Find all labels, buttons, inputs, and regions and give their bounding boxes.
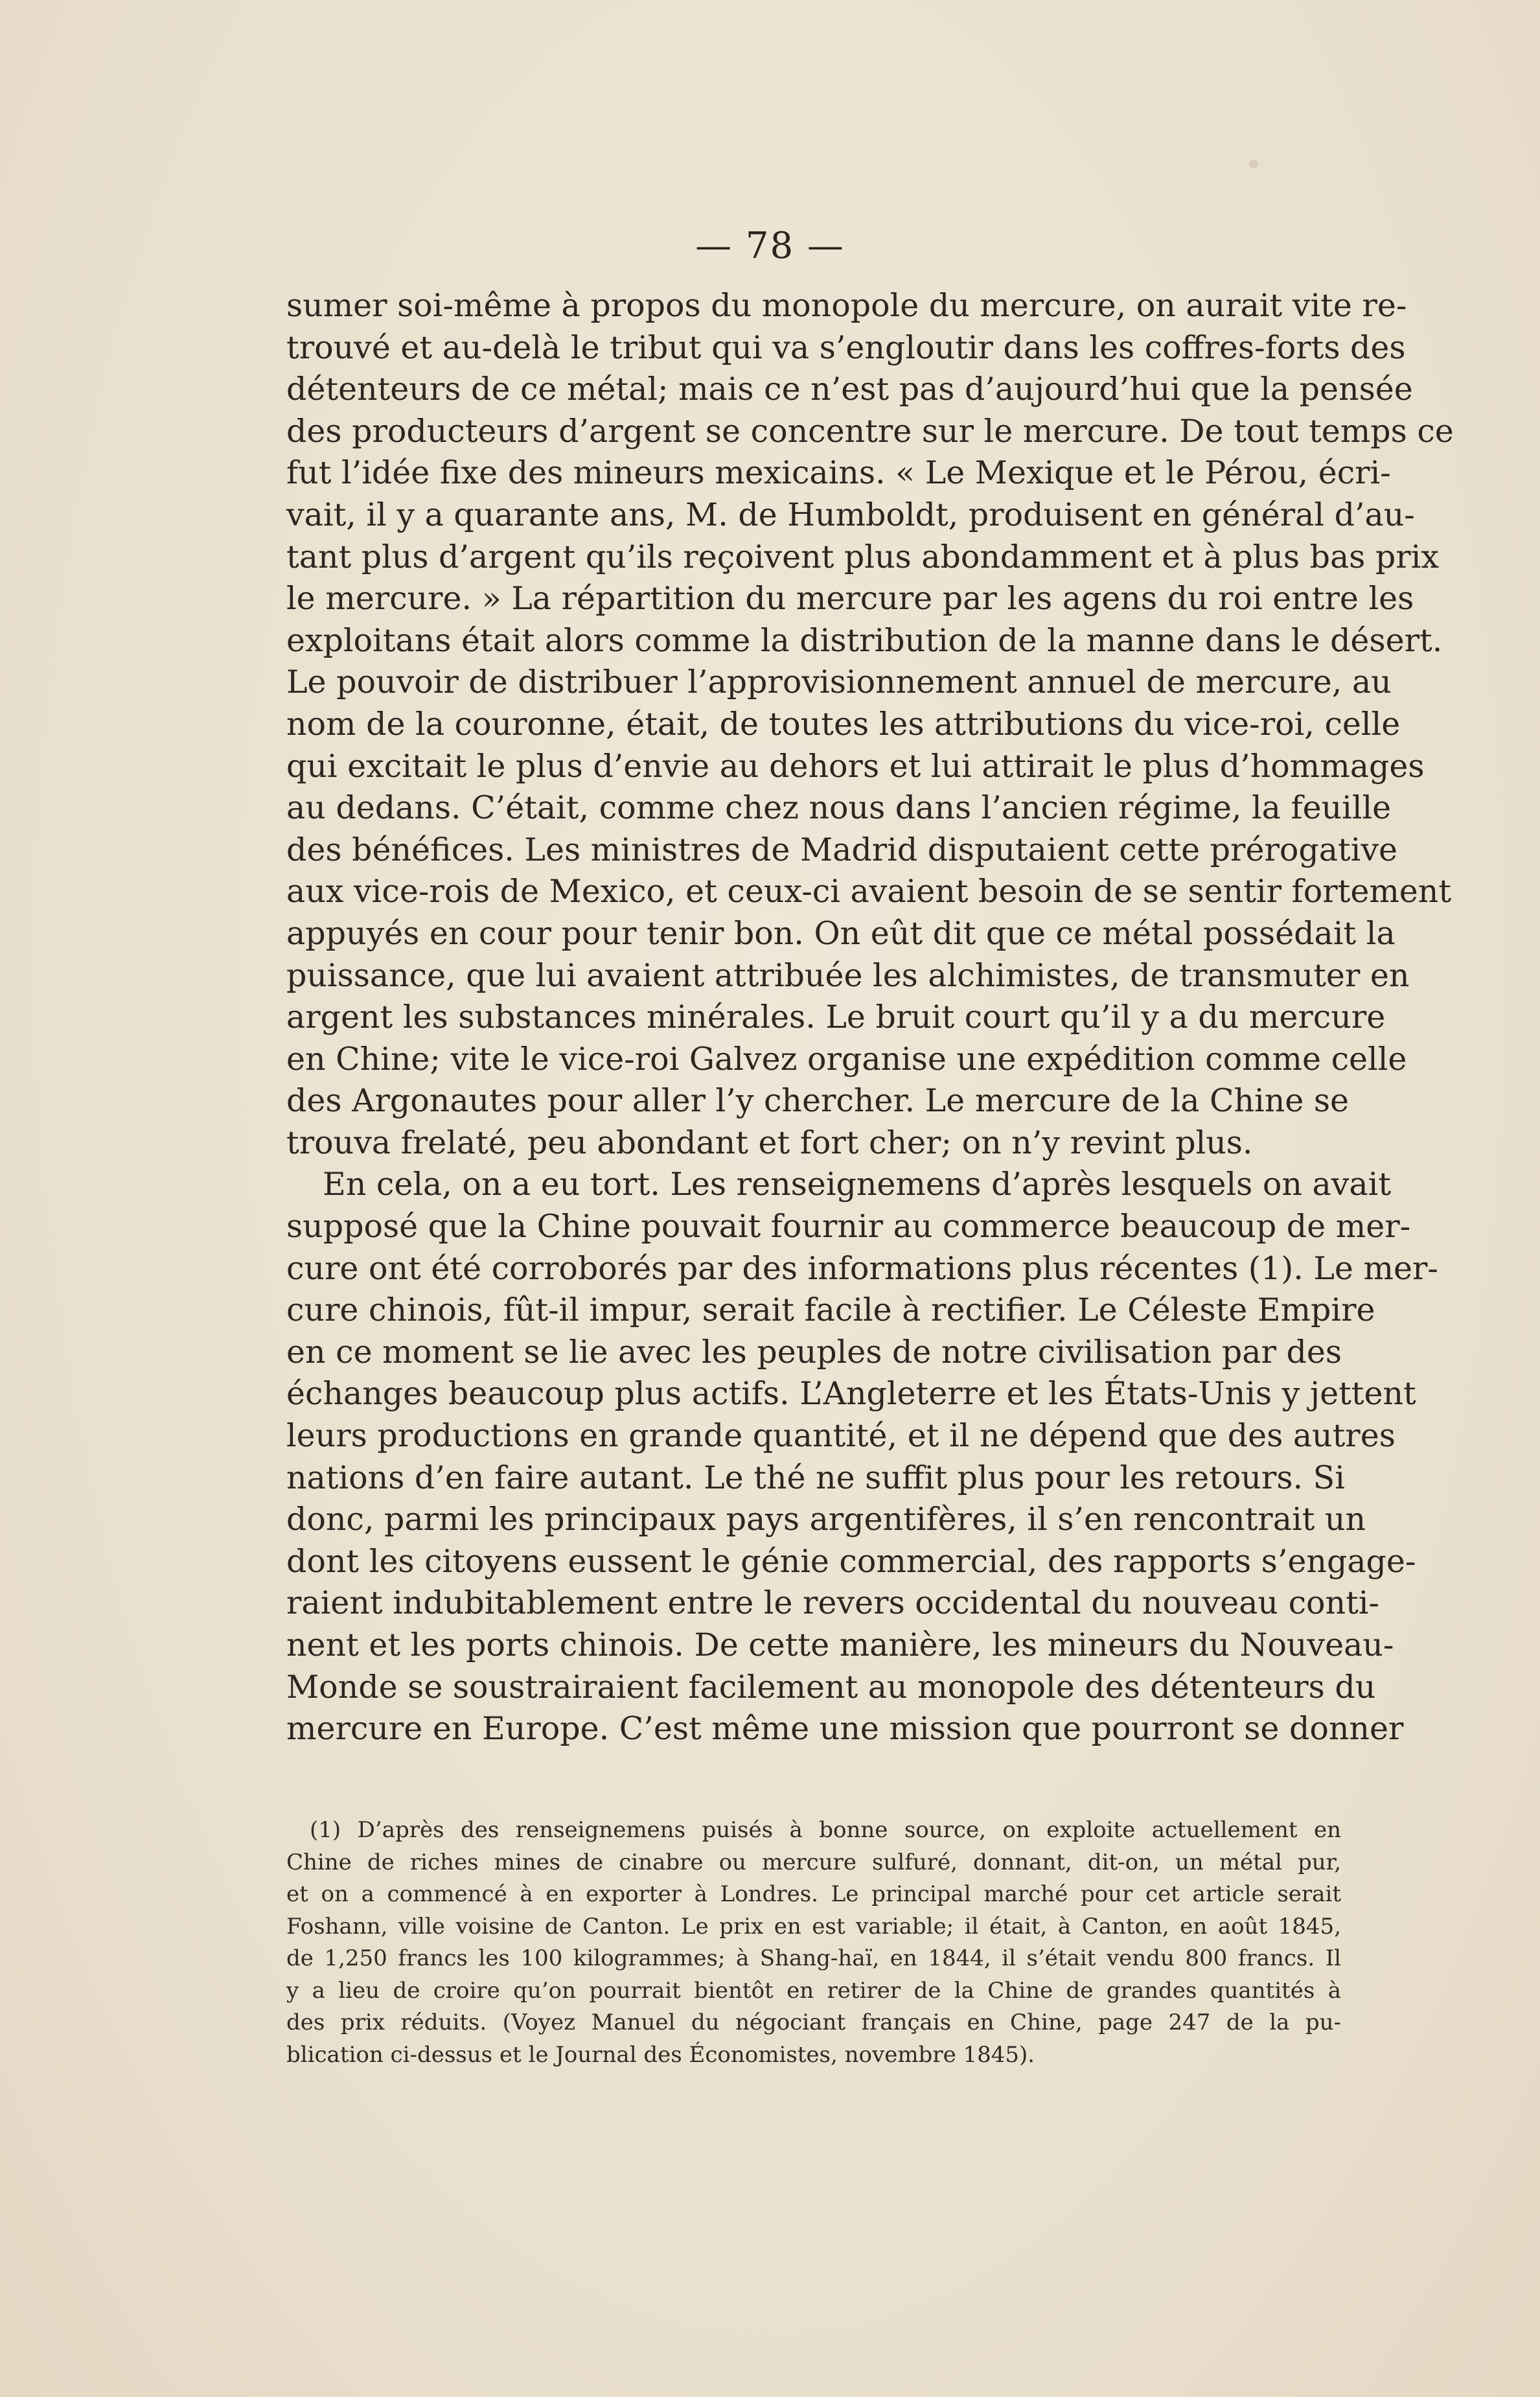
text-line: supposé que la Chine pouvait fournir au commerce beaucoup de mer- (286, 1208, 1411, 1245)
text-line: aux vice-rois de Mexico, et ceux-ci avaient besoin de se sentir fortement (286, 873, 1452, 910)
body-text (286, 285, 1454, 1750)
text-line: leurs productions en grande quantité, et il ne dépend que des autres (286, 1417, 1396, 1455)
footnote-line: Chine de riches mines de cinabre ou mercure sulfuré, donnant, dit-on, un métal pur, (286, 1849, 1341, 1875)
text-line: nom de la couronne, était, de toutes les attributions du vice-roi, celle (286, 705, 1401, 743)
footnote-line: y a lieu de croire qu’on pourrait bientôt en retirer de la Chine de grandes quantités à (286, 1977, 1341, 2004)
text-line: puissance, que lui avaient attribuée les alchimistes, de transmuter en (286, 956, 1410, 994)
text-line: en Chine; vite le vice-roi Galvez organise une expédition comme celle (286, 1040, 1407, 1078)
text-line: en ce moment se lie avec les peuples de notre civilisation par des (286, 1333, 1342, 1371)
text-line: nent et les ports chinois. De cette manière, les mineurs du Nouveau- (286, 1627, 1394, 1663)
text-line: cure ont été corroborés par des informations plus récentes (1). Le mer- (286, 1249, 1438, 1287)
text-line: donc, parmi les principaux pays argentifères, il s’en rencontrait un (286, 1501, 1366, 1538)
text-line: des producteurs d’argent se concentre sur le mercure. De tout temps ce (286, 412, 1454, 450)
text-line: cure chinois, fût-il impur, serait facile à rectifier. Le Céleste Empire (286, 1291, 1375, 1329)
text-line: tant plus d’argent qu’ils reçoivent plus abondamment et à plus bas prix (286, 538, 1439, 575)
text-line: trouva frelaté, peu abondant et fort cher; on n’y revint plus. (286, 1124, 1253, 1161)
text-line: qui excitait le plus d’envie au dehors et lui attirait le plus d’hommages (286, 747, 1425, 785)
text-line: dont les citoyens eussent le génie commercial, des rapports s’engage- (286, 1542, 1416, 1580)
text-line: trouvé et au-delà le tribut qui va s’engloutir dans les coffres-forts des (286, 329, 1406, 366)
text-line: sumer soi-même à propos du monopole du mercure, on aurait vite re- (286, 287, 1407, 324)
text-line: détenteurs de ce métal; mais ce n’est pas d’aujourd’hui que la pensée (286, 371, 1413, 408)
text-line: exploitans était alors comme la distribution de la manne dans le désert. (286, 621, 1443, 659)
text-line: fut l’idée fixe des mineurs mexicains. « Le Mexique et le Pérou, écri- (286, 454, 1391, 492)
text-line: échanges beaucoup plus actifs. L’Angleterre et les États-Unis y jettent (286, 1375, 1416, 1413)
text-line: au dedans. C’était, comme chez nous dans l’ancien régime, la feuille (286, 789, 1392, 827)
text-line: Le pouvoir de distribuer l’approvisionnement annuel de mercure, au (286, 664, 1392, 701)
page-number: — 78 — (695, 225, 845, 267)
footnote-line: (1) D’après des renseignemens puisés à bonne source, on exploite actuellement en (310, 1817, 1341, 1843)
text-line: nations d’en faire autant. Le thé ne suffit plus pour les retours. Si (286, 1459, 1345, 1496)
paper-spot (1249, 159, 1258, 168)
text-line: appuyés en cour pour tenir bon. On eût dit que ce métal possédait la (286, 914, 1396, 952)
footnote-line: des prix réduits. (Voyez Manuel du négociant français en Chine, page 247 de la pu- (286, 2009, 1341, 2035)
text-line: Monde se soustrairaient facilement au monopole des détenteurs du (286, 1668, 1376, 1706)
footnote-line: Foshann, ville voisine de Canton. Le prix en est variable; il était, à Canton, en août 1845, (286, 1913, 1341, 1940)
paragraph (286, 1164, 1438, 1750)
footnote-line: et on a commencé à en exporter à Londres. Le principal marché pour cet article serait (286, 1881, 1341, 1907)
footnote-line: de 1,250 francs les 100 kilogrammes; à Shang-haï, en 1844, il s’était vendu 800 francs. Il (286, 1945, 1341, 1971)
text-line: mercure en Europe. C’est même une mission que pourront se donner (286, 1710, 1404, 1748)
text-line: le mercure. » La répartition du mercure par les agens du roi entre les (286, 580, 1414, 618)
text-line: des Argonautes pour aller l’y chercher. Le mercure de la Chine se (286, 1082, 1349, 1120)
footnote (286, 1814, 1341, 2071)
footnote-line: blication ci-dessus et le Journal des Économistes, novembre 1845). (286, 2041, 1035, 2068)
text-line: vait, il y a quarante ans, M. de Humboldt, produisent en général d’au- (286, 496, 1415, 533)
paragraph (286, 285, 1454, 1164)
text-line: argent les substances minérales. Le bruit court qu’il y a du mercure (286, 999, 1386, 1036)
text-line: des bénéfices. Les ministres de Madrid disputaient cette prérogative (286, 831, 1397, 868)
text-line: raient indubitablement entre le revers occidental du nouveau conti- (286, 1584, 1379, 1622)
text-line: En cela, on a eu tort. Les renseignemens d’après lesquels on avait (323, 1166, 1392, 1203)
